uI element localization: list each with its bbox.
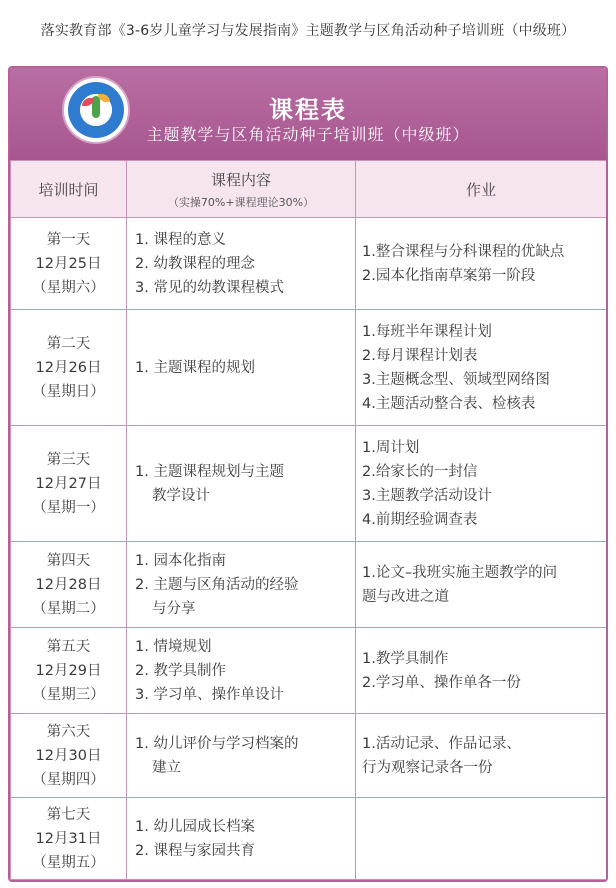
table-row <box>11 426 607 542</box>
homework-cell <box>356 426 607 542</box>
content-item: 2. 幼教课程的理念 <box>135 255 255 272</box>
content-cell <box>127 628 356 714</box>
homework-item: 4.主题活动整合表、检核表 <box>362 395 536 412</box>
content-item: 1. 情境规划 <box>135 638 212 655</box>
content-cell <box>127 218 356 310</box>
date-day: 第二天 <box>46 335 91 352</box>
date-day: 第四天 <box>46 552 91 569</box>
date-weekday: （星期二） <box>32 600 105 617</box>
homework-item: 2.给家长的一封信 <box>362 463 478 480</box>
date-date: 12月27日 <box>35 475 102 492</box>
header-content-label: 课程内容 <box>210 170 271 189</box>
content-item: 1. 幼儿园成长档案 <box>135 818 255 835</box>
date-cell <box>11 426 127 542</box>
schedule-card <box>8 66 608 882</box>
content-item: 1. 主题课程的规划 <box>135 359 255 376</box>
homework-item: 1.论文–我班实施主题教学的问 <box>362 564 558 581</box>
date-weekday: （星期四） <box>32 771 105 788</box>
header-time: 培训时间 <box>11 161 127 218</box>
content-cell <box>127 426 356 542</box>
content-item: 2. 主题与区角活动的经验 <box>135 576 299 593</box>
homework-cell <box>356 628 607 714</box>
date-weekday: （星期一） <box>32 499 105 516</box>
date-date: 12月26日 <box>35 359 102 376</box>
schedule-subtitle: 主题教学与区角活动种子培训班（中级班） <box>146 125 470 144</box>
homework-cell <box>356 218 607 310</box>
homework-item: 1.教学具制作 <box>362 650 449 667</box>
date-date: 12月29日 <box>35 662 102 679</box>
homework-item: 2.每月课程计划表 <box>362 347 478 364</box>
table-row <box>11 542 607 628</box>
content-item: 3. 学习单、操作单设计 <box>135 686 284 703</box>
content-item: 1. 幼儿评价与学习档案的 <box>135 735 299 752</box>
homework-item: 2.学习单、操作单各一份 <box>362 674 521 691</box>
date-date: 12月30日 <box>35 747 102 764</box>
date-day: 第五天 <box>46 638 91 655</box>
date-cell <box>11 542 127 628</box>
date-cell <box>11 798 127 880</box>
content-item: 1. 园本化指南 <box>135 552 226 569</box>
date-weekday: （星期六） <box>32 279 105 296</box>
date-weekday: （星期日） <box>32 383 105 400</box>
table-header-row <box>11 161 607 218</box>
table-row <box>11 714 607 798</box>
page-header-line: 落实教育部《3-6岁儿童学习与发展指南》主题教学与区角活动种子培训班（中级班） <box>40 23 576 39</box>
homework-item: 1.整合课程与分科课程的优缺点 <box>362 243 565 260</box>
date-day: 第三天 <box>46 451 91 468</box>
date-weekday: （星期五） <box>32 854 105 871</box>
content-item: 教学设计 <box>152 487 210 504</box>
date-cell <box>11 218 127 310</box>
date-day: 第一天 <box>46 231 91 248</box>
homework-item: 2.园本化指南草案第一阶段 <box>362 267 536 284</box>
content-cell <box>127 542 356 628</box>
content-cell <box>127 714 356 798</box>
homework-item: 1.周计划 <box>362 439 420 456</box>
homework-cell <box>356 310 607 426</box>
schedule-banner <box>10 68 606 160</box>
schedule-table <box>10 160 607 880</box>
homework-item: 3.主题教学活动设计 <box>362 487 492 504</box>
homework-item: 题与改进之道 <box>362 588 449 605</box>
header-content-note: （实操70%+课程理论30%） <box>167 195 315 209</box>
homework-cell <box>356 798 607 880</box>
homework-cell <box>356 714 607 798</box>
date-date: 12月28日 <box>35 576 102 593</box>
homework-cell <box>356 542 607 628</box>
content-item: 建立 <box>152 759 181 776</box>
homework-item: 行为观察记录各一份 <box>362 759 493 776</box>
homework-item: 3.主题概念型、领域型网络图 <box>362 371 550 388</box>
header-content <box>127 161 356 218</box>
header-homework: 作业 <box>356 161 607 218</box>
content-item: 2. 课程与家园共育 <box>135 842 255 859</box>
content-item: 与分享 <box>152 600 196 617</box>
content-item: 1. 主题课程规划与主题 <box>135 463 284 480</box>
date-day: 第七天 <box>46 806 91 823</box>
date-cell <box>11 310 127 426</box>
content-item: 2. 教学具制作 <box>135 662 226 679</box>
content-item: 3. 常见的幼教课程模式 <box>135 279 284 296</box>
date-day: 第六天 <box>46 723 91 740</box>
content-item: 1. 课程的意义 <box>135 231 226 248</box>
table-row <box>11 310 607 426</box>
schedule-title: 课程表 <box>269 96 347 124</box>
homework-item: 4.前期经验调查表 <box>362 511 478 528</box>
content-cell <box>127 310 356 426</box>
table-row <box>11 798 607 880</box>
homework-item: 1.活动记录、作品记录、 <box>362 735 521 752</box>
table-row <box>11 218 607 310</box>
content-cell <box>127 798 356 880</box>
date-cell <box>11 628 127 714</box>
date-weekday: （星期三） <box>32 686 105 703</box>
date-date: 12月25日 <box>35 255 102 272</box>
homework-item: 1.每班半年课程计划 <box>362 323 492 340</box>
date-cell <box>11 714 127 798</box>
table-row <box>11 628 607 714</box>
date-date: 12月31日 <box>35 830 102 847</box>
